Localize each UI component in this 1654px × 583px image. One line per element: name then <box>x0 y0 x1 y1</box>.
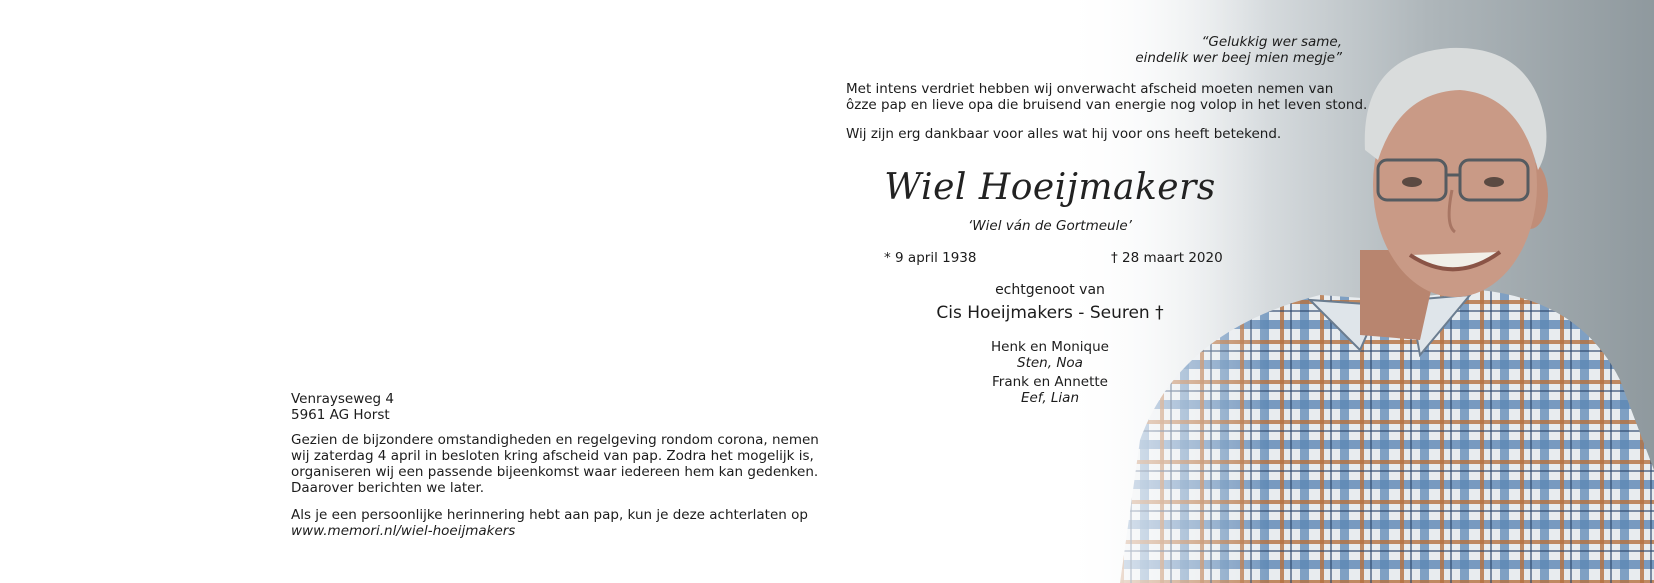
address-city: 5961 AG Horst <box>291 407 390 423</box>
spouse-name: Cis Hoeijmakers - Seuren † <box>936 303 1164 323</box>
quote-line-2: eindelik wer beej mien megje” <box>1135 50 1342 66</box>
notice-line-2: wij zaterdag 4 april in besloten kring afscheid van pap. Zodra het mogelijk is, <box>291 448 814 464</box>
family-children-1: Sten, Noa <box>1017 355 1083 371</box>
memori-text: Als je een persoonlijke herinnering hebt aan pap, kun je deze achterlaten op <box>291 507 808 523</box>
intro-line-1: Met intens verdriet hebben wij onverwacht afscheid moeten nemen van <box>846 81 1334 97</box>
notice-line-3: organiseren wij een passende bijeenkomst waar iedereen hem kan gedenken. <box>291 464 819 480</box>
intro-line-3: Wij zijn erg dankbaar voor alles wat hij voor ons heeft betekend. <box>846 126 1282 142</box>
memori-link[interactable]: www.memori.nl/wiel-hoeijmakers <box>291 523 516 539</box>
family-children-2: Eef, Lian <box>1020 390 1080 406</box>
family-parents-1: Henk en Monique <box>991 339 1109 355</box>
quote-line-1: “Gelukkig wer same, <box>1201 34 1342 50</box>
family-parents-2: Frank en Annette <box>992 374 1108 390</box>
notice-line-1: Gezien de bijzondere omstandigheden en regelgeving rondom corona, nemen <box>291 432 819 448</box>
birth-date: * 9 april 1938 <box>884 250 977 266</box>
death-date: † 28 maart 2020 <box>1111 250 1223 266</box>
intro-line-2: ôzze pap en lieve opa die bruisend van energie nog volop in het leven stond. <box>846 97 1368 113</box>
notice-line-4: Daarover berichten we later. <box>291 480 485 496</box>
spouse-label: echtgenoot van <box>995 282 1105 298</box>
deceased-name: Wiel Hoeijmakers <box>884 167 1216 208</box>
address-street: Venrayseweg 4 <box>291 391 394 407</box>
deceased-nickname: ‘Wiel ván de Gortmeule’ <box>968 218 1132 234</box>
